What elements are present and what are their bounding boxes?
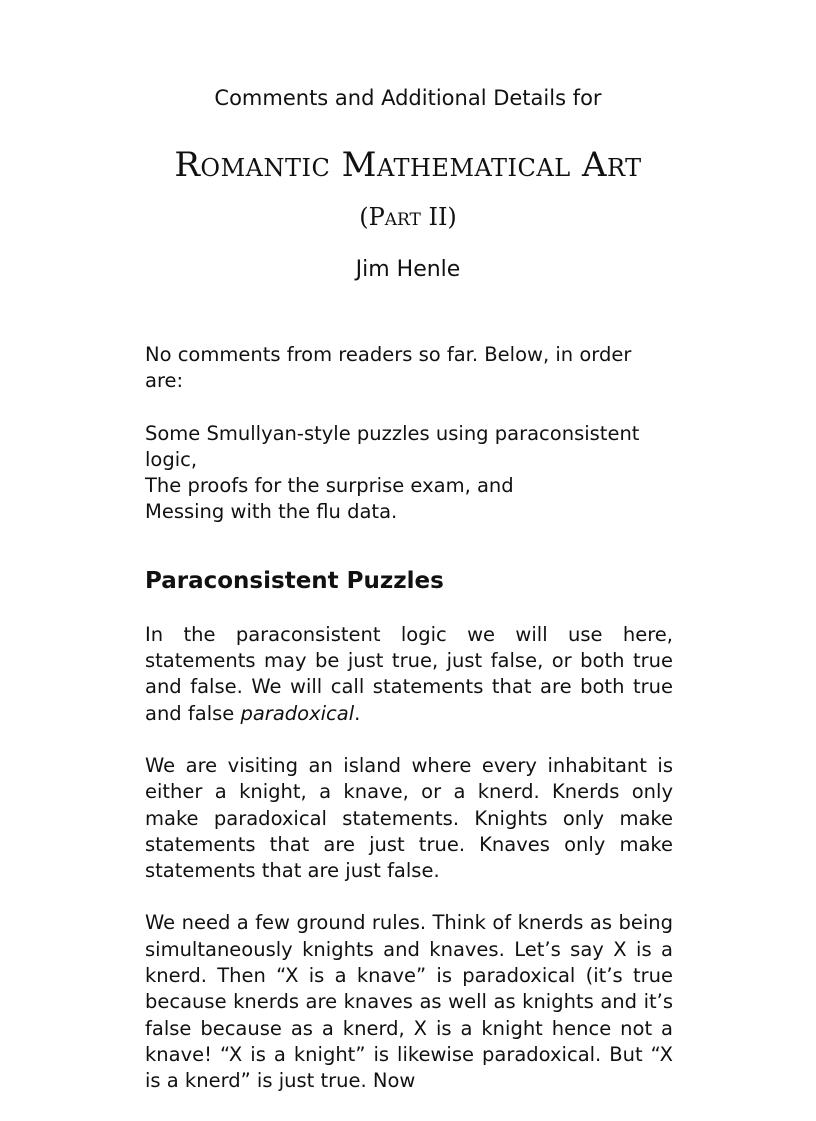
contents-list: [145, 421, 673, 526]
paragraph-2: We are visiting an island where every inhabitant is either a knight, a knave, or a knerd. Knerds only make paradoxical statements. Knights only make statements that are just true. Knaves only make statements that are just false.: [145, 753, 673, 883]
section-heading: Paraconsistent Puzzles: [145, 567, 444, 594]
paragraph-1-emphasis: paradoxical: [240, 701, 355, 725]
author: Jim Henle: [355, 257, 461, 282]
paragraph-1-end: .: [354, 701, 361, 725]
pre-title: Comments and Additional Details for: [214, 86, 602, 110]
paragraph-1: [145, 622, 673, 727]
list-item: Some Smullyan-style puzzles using paraconsistent logic,: [145, 421, 640, 471]
part-label: (Part II): [359, 203, 457, 231]
intro-paragraph: No comments from readers so far. Below, in order are:: [145, 343, 632, 393]
document-title: Romantic Mathematical Art: [174, 145, 642, 185]
list-item: The proofs for the surprise exam, and: [145, 474, 514, 498]
paragraph-3: We need a few ground rules. Think of knerds as being simultaneously knights and knaves. Let’s say X is a knerd. Then “X is a knave” is paradoxical (it’s true because knerds are knaves as well as knights and it’s false because as a knerd, X is a knight hence not a knave! “X is a knight” is likewise paradoxical. But “X is a knerd” is just true. Now: [145, 911, 673, 1093]
document-body: [145, 342, 673, 1121]
list-item: Messing with the flu data.: [145, 500, 398, 524]
paragraph-1-text: In the paraconsistent logic we will use here, statements may be just true, just false, or both true and false. We will call statements that are both true and false: [145, 622, 673, 725]
